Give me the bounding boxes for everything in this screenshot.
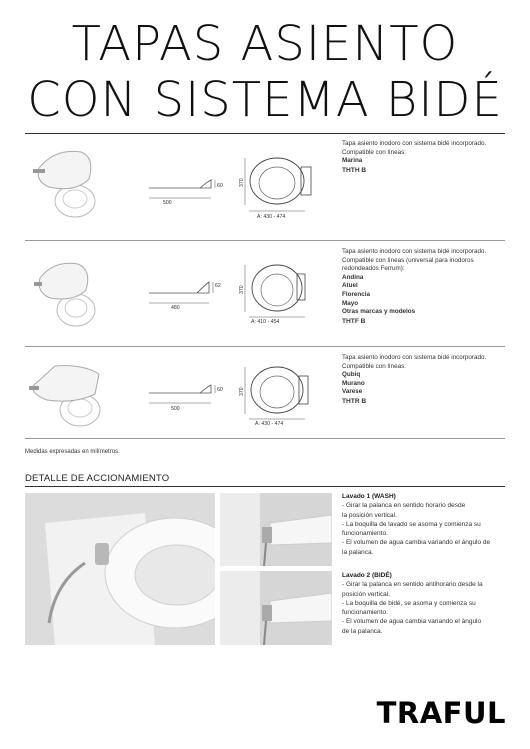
- model-name: Mayo: [342, 299, 359, 307]
- model-name: Andina: [342, 273, 364, 281]
- wash-title: Lavado 1 (WASH): [342, 493, 396, 500]
- top-dimension-drawing: [235, 260, 330, 330]
- dim-height: 60: [217, 387, 223, 393]
- model-name: Varese: [342, 388, 363, 396]
- model-name: Otras marcas y modelos: [342, 308, 416, 316]
- dim-length: 500: [163, 200, 172, 206]
- bide-instructions: [342, 571, 507, 636]
- detail-photo-bide: [220, 571, 332, 645]
- product-description: [342, 140, 512, 175]
- dim-width: A: 430 - 474: [257, 214, 286, 220]
- model-name: Florencia: [342, 290, 370, 298]
- desc-line: Compatible con líneas (universal para inodoros: [342, 256, 474, 264]
- divider: [25, 486, 505, 487]
- top-dimension-drawing: [235, 153, 330, 223]
- model-name: Atuel: [342, 282, 358, 290]
- detail-photo-wash: [220, 493, 332, 566]
- dim-depth: 370: [239, 178, 245, 187]
- dim-width: A: 430 - 474: [255, 421, 284, 427]
- wash-line: - Girar la palanca en sentido horario desde: [342, 502, 466, 510]
- wash-line: - El volumen de agua cambia variando el ángulo de: [342, 539, 491, 547]
- wash-line: funcionamiento.: [342, 530, 388, 538]
- product-description: [342, 354, 512, 407]
- bide-line: - Girar la palanca en sentido antihorario desde la: [342, 581, 483, 589]
- divider: [25, 133, 505, 134]
- side-dimension-drawing: [145, 168, 225, 208]
- dim-depth: 370: [239, 387, 245, 396]
- model-name: Marina: [342, 157, 363, 165]
- wash-line: la posición vertical.: [342, 511, 397, 519]
- bide-line: de la palanca.: [342, 627, 383, 635]
- desc-line: redondeados Ferrum):: [342, 265, 405, 273]
- side-dimension-drawing: [145, 375, 225, 415]
- desc-line: Compatible con líneas:: [342, 362, 407, 370]
- dim-height: 60: [217, 183, 223, 189]
- dim-height: 62: [215, 283, 221, 289]
- dim-length: 500: [171, 406, 180, 412]
- wash-line: la palanca.: [342, 548, 374, 556]
- dim-length: 480: [171, 305, 180, 311]
- page-title-line1: TAPAS ASIENTO: [71, 16, 459, 72]
- side-dimension-drawing: [145, 273, 225, 313]
- desc-line: Tapa asiento inodoro con sistema bidé incorporado.: [342, 354, 487, 361]
- top-dimension-drawing: [235, 362, 330, 432]
- page-title-line2: CON SISTEMA BIDÉ: [27, 72, 503, 128]
- section-title: DETALLE DE ACCIONAMIENTO: [25, 473, 170, 484]
- bide-title: Lavado 2 (BIDÉ): [342, 572, 392, 579]
- desc-line: Tapa asiento inodoro con sistema bidé incorporado.: [342, 140, 487, 147]
- bide-line: posición vertical.: [342, 590, 391, 598]
- divider: [25, 346, 505, 347]
- bide-line: funcionamiento.: [342, 609, 388, 617]
- brand-logo: TRAFUL: [376, 696, 506, 730]
- desc-line: Compatible con líneas:: [342, 148, 407, 156]
- dim-depth: 370: [239, 285, 245, 294]
- dim-width: A: 410 - 454: [251, 319, 280, 325]
- product-code: THTR B: [342, 397, 367, 405]
- model-name: Qubiq: [342, 371, 361, 379]
- divider: [25, 438, 505, 439]
- detail-photo-main: [25, 493, 215, 645]
- model-name: Murano: [342, 379, 365, 387]
- product-description: [342, 248, 512, 326]
- product-image-seat: [25, 143, 105, 223]
- product-image-seat: [28, 258, 108, 333]
- measurement-note: Medidas expresadas en milímetros.: [25, 449, 120, 455]
- desc-line: Tapa asiento inodoro con sistema bidé incorporado.: [342, 248, 487, 255]
- wash-line: - La boquilla de lavado se asoma y comienza su: [342, 520, 481, 528]
- wash-instructions: [342, 492, 507, 557]
- product-image-seat: [25, 360, 110, 435]
- bide-line: - El volumen de agua cambia variando el ángulo: [342, 618, 482, 626]
- product-code: THTH B: [342, 166, 367, 174]
- bide-line: - La boquilla de bidé, se asoma y comienza su: [342, 599, 476, 607]
- divider: [25, 240, 505, 241]
- product-code: THTF B: [342, 317, 366, 325]
